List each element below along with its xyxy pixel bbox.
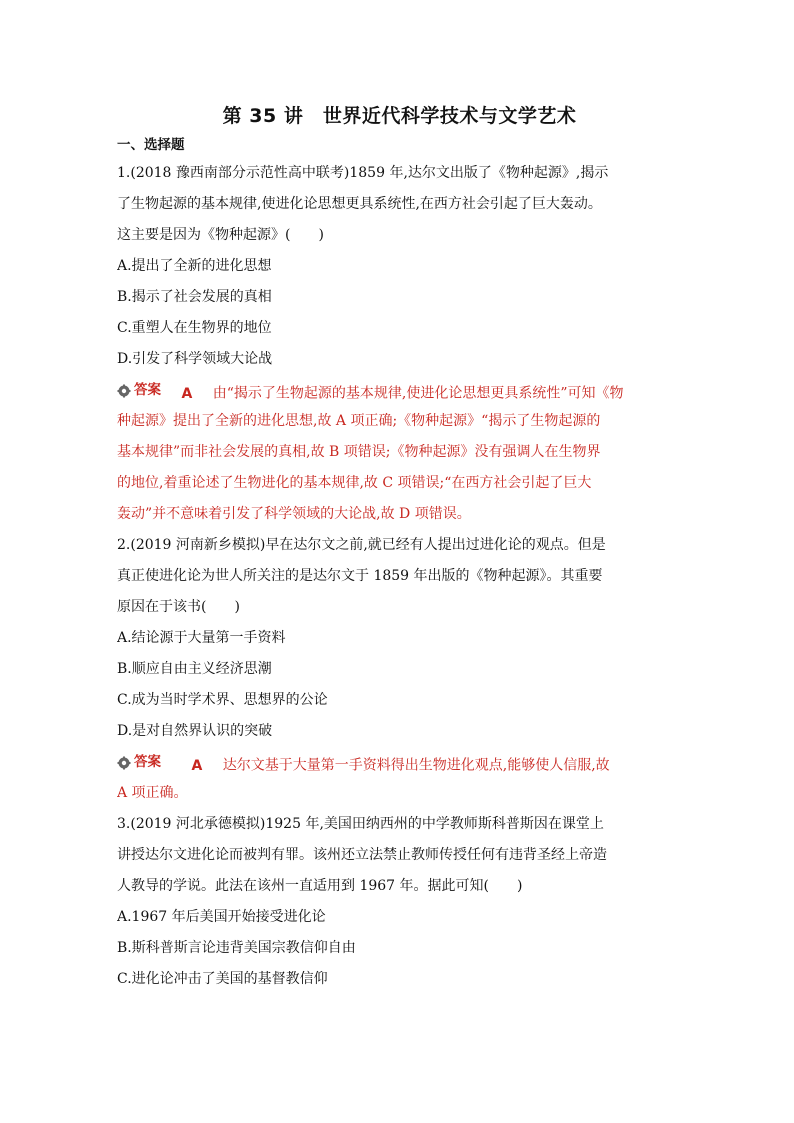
answer-explanation-text: 达尔文基于大量第一手资料得出生物进化观点,能够使人信服,故 [222, 757, 610, 774]
question-3-stem-line: 讲授达尔文进化论而被判有罪。该州还立法禁止教师传授任何有违背圣经上帝造 [117, 847, 607, 863]
question-2-option-d: D.是对自然界认识的突破 [117, 723, 273, 739]
question-1-option-c: C.重塑人在生物界的地位 [117, 320, 272, 336]
question-1-stem-line: 了生物起源的基本规律,使进化论思想更具系统性,在西方社会引起了巨大轰动。 [117, 196, 602, 212]
question-1 [117, 158, 682, 530]
question-1-option-a: A.提出了全新的进化思想 [117, 258, 272, 274]
answer-choice: A [181, 385, 193, 402]
question-2-option-c: C.成为当时学术界、思想界的公论 [117, 692, 328, 708]
answer-marker-icon [117, 756, 131, 770]
question-2 [117, 530, 682, 809]
question-1-option-b: B.揭示了社会发展的真相 [117, 289, 272, 305]
answer-choice: A [191, 757, 203, 774]
question-2-stem-line: 真正使进化论为世人所关注的是达尔文于 1859 年出版的《物种起源》。其重要 [117, 568, 603, 584]
answer-explanation-text: 由“揭示了生物起源的基本规律,使进化论思想更具系统性”可知《物 [212, 385, 624, 402]
answer-label: 答案 [134, 754, 161, 770]
answer-marker-icon [117, 384, 131, 398]
question-1-stem-line: 1.(2018 豫西南部分示范性高中联考)1859 年,达尔文出版了《物种起源》,揭示 [117, 165, 609, 181]
answer-first-line [117, 747, 682, 778]
answer-explanation-line: 种起源》提出了全新的进化思想,故 A 项正确;《物种起源》“揭示了生物起源的 [117, 413, 601, 429]
question-2-option-b: B.顺应自由主义经济思潮 [117, 661, 272, 677]
document-page [117, 100, 682, 995]
answer-first-line [117, 375, 682, 406]
answer-explanation-line: 轰动”并不意味着引发了科学领域的大论战,故 D 项错误。 [117, 506, 471, 522]
question-3-stem-line: 人教导的学说。此法在该州一直适用到 1967 年。据此可知( ) [117, 878, 523, 894]
question-2-option-a: A.结论源于大量第一手资料 [117, 630, 286, 646]
page-title: 第 35 讲 世界近代科学技术与文学艺术 [222, 105, 577, 127]
question-1-stem-line: 这主要是因为《物种起源》( ) [117, 227, 324, 243]
answer-explanation-line: 的地位,着重论述了生物进化的基本规律,故 C 项错误;“在西方社会引起了巨大 [117, 475, 592, 491]
question-3-option-a: A.1967 年后美国开始接受进化论 [117, 909, 326, 925]
question-3 [117, 809, 682, 995]
question-2-answer [117, 747, 682, 809]
question-2-stem-line: 原因在于该书( ) [117, 599, 240, 615]
question-3-stem-line: 3.(2019 河北承德模拟)1925 年,美国田纳西州的中学教师斯科普斯因在课堂上 [117, 816, 604, 832]
section-heading: 一、选择题 [117, 137, 185, 153]
question-1-answer [117, 375, 682, 530]
answer-label: 答案 [134, 382, 161, 398]
question-1-option-d: D.引发了科学领域大论战 [117, 351, 273, 367]
question-3-option-c: C.进化论冲击了美国的基督教信仰 [117, 971, 328, 987]
answer-explanation-line: A 项正确。 [117, 785, 188, 801]
answer-explanation-line: 基本规律”而非社会发展的真相,故 B 项错误;《物种起源》没有强调人在生物界 [117, 444, 601, 460]
question-3-option-b: B.斯科普斯言论违背美国宗教信仰自由 [117, 940, 356, 956]
question-2-stem-line: 2.(2019 河南新乡模拟)早在达尔文之前,就已经有人提出过进化论的观点。但是 [117, 537, 606, 553]
